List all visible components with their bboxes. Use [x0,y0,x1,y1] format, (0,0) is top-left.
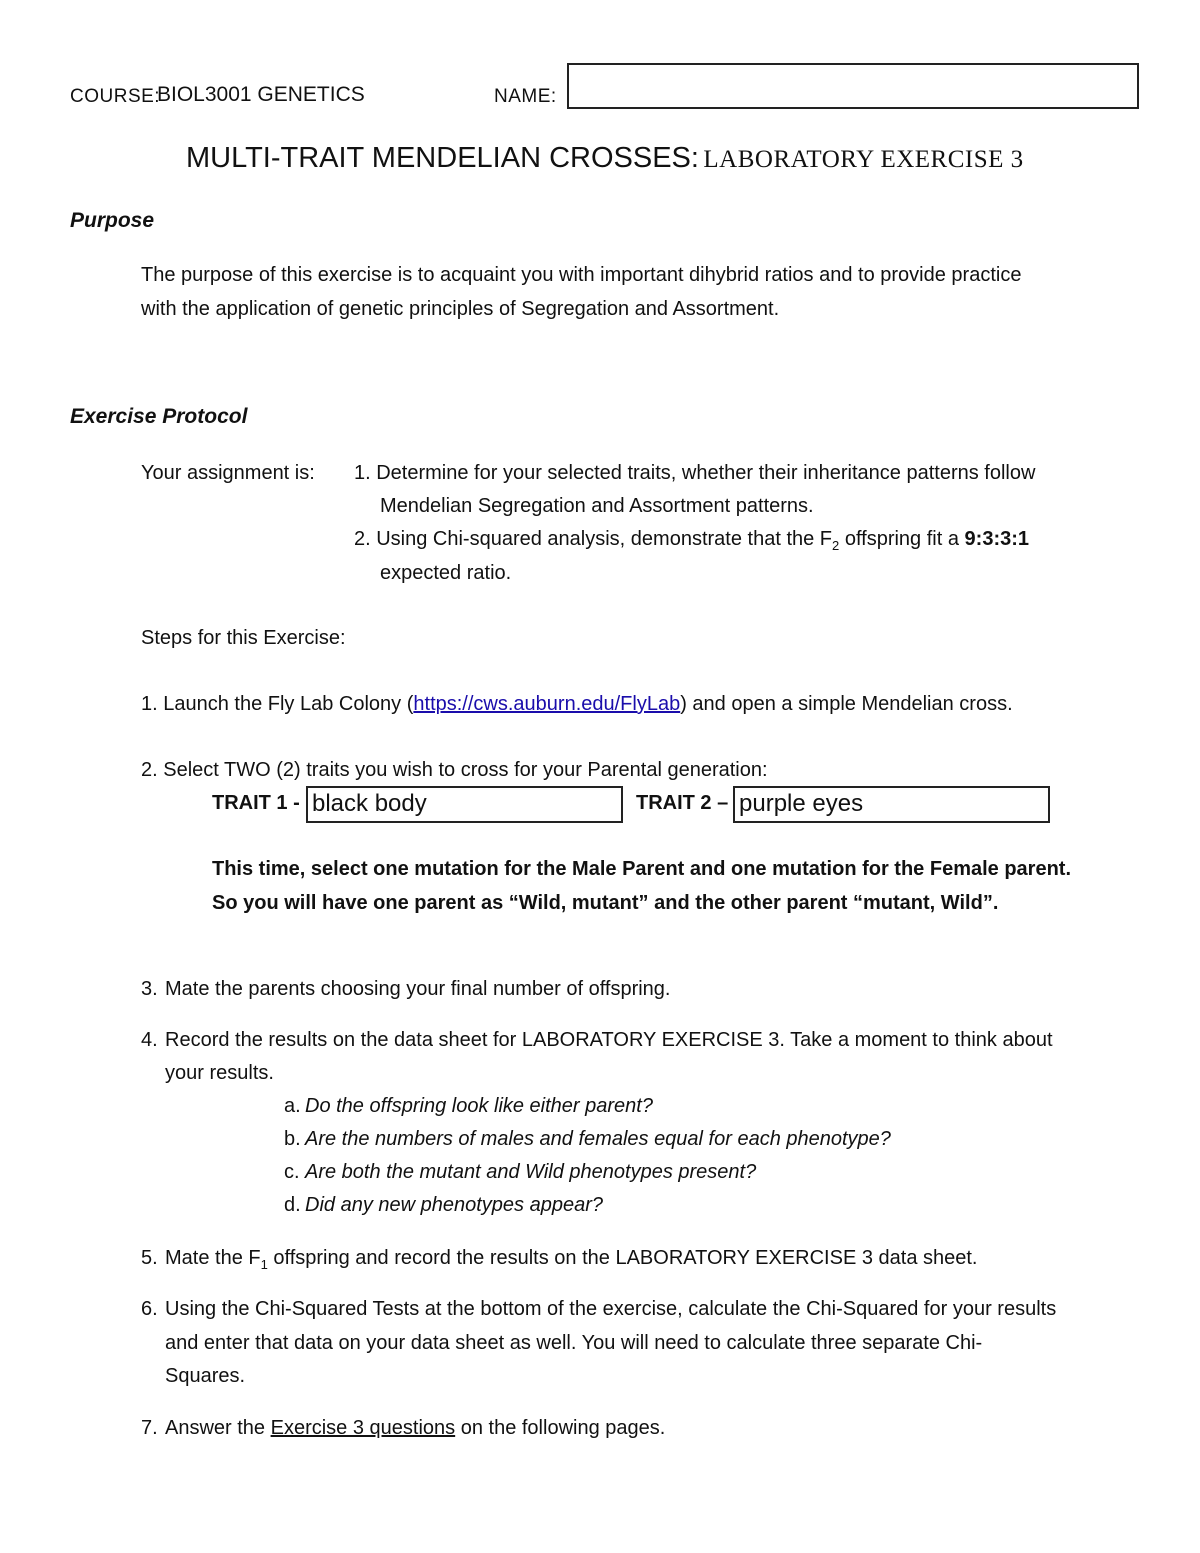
item2-ratio: 9:3:3:1 [964,528,1030,550]
step-4-number: 4. [141,1029,158,1051]
trait-2-value: purple eyes [739,790,864,817]
purpose-line-1: The purpose of this exercise is to acquaint you with important dihybrid ratios and to provide practice [141,264,1022,286]
question-b-letter: b. [284,1128,301,1150]
step-5-text: Mate the F [165,1247,261,1269]
trait-2-field[interactable] [733,786,1050,823]
step-7-text: Answer the [165,1417,271,1439]
title-main: MULTI-TRAIT MENDELIAN CROSSES [186,142,691,174]
item2-subscript: 2 [832,538,840,553]
note-line-1: This time, select one mutation for the Male Parent and one mutation for the Female parent. [212,858,1072,880]
step-1-text: 1. Launch the Fly Lab Colony ( [141,693,414,715]
question-d: Did any new phenotypes appear? [305,1194,603,1216]
step-7-text-end: on the following pages. [455,1417,666,1439]
course-label: COURSE: [70,86,161,107]
step-3-number: 3. [141,978,158,1000]
exercise-questions-link[interactable]: Exercise 3 questions [270,1417,456,1439]
assignment-label: Your assignment is: [141,462,315,484]
step-5-subscript: 1 [260,1257,268,1272]
trait-1-value: black body [312,790,427,817]
step-5 [165,1247,978,1272]
step-6-number: 6. [141,1298,158,1320]
step-2: 2. Select TWO (2) traits you wish to cross for your Parental generation: [141,759,768,781]
assignment-item-1-line-1: 1. Determine for your selected traits, whether their inheritance patterns follow [354,462,1036,484]
step-3: Mate the parents choosing your final number of offspring. [165,978,671,1000]
assignment-item-1-line-2: Mendelian Segregation and Assortment patterns. [380,495,814,517]
protocol-heading: Exercise Protocol [70,405,248,428]
assignment-item-2-line-1 [354,528,1029,553]
step-7-number: 7. [141,1417,158,1439]
item2-mid: offspring fit a [839,528,965,550]
purpose-line-2: with the application of genetic principles of Segregation and Assortment. [141,298,780,320]
step-4-line-2: your results. [165,1062,274,1084]
question-c: Are both the mutant and Wild phenotypes present? [305,1161,757,1183]
step-5-number: 5. [141,1247,158,1269]
step-6-line-2: and enter that data on your data sheet as well. You will need to calculate three separate Chi- [165,1332,983,1354]
question-c-letter: c. [284,1161,300,1183]
note-line-2: So you will have one parent as “Wild, mutant” and the other parent “mutant, Wild”. [212,892,999,914]
name-label: NAME: [494,86,557,107]
trait-2-label: TRAIT 2 – [636,792,729,814]
name-field-value [569,67,573,94]
course-value: BIOL3001 GENETICS [157,83,365,106]
purpose-heading: Purpose [70,209,155,232]
page-title [186,142,1024,175]
step-4-line-1: Record the results on the data sheet for LABORATORY EXERCISE 3. Take a moment to think about [165,1029,1053,1051]
trait-1-field[interactable] [306,786,623,823]
question-a-letter: a. [284,1095,301,1117]
step-1 [141,693,1013,716]
step-1-text-end: ) and open a simple Mendelian cross. [680,693,1013,715]
title-sub: LABORATORY EXERCISE 3 [703,146,1024,173]
step-5-text-end: offspring and record the results on the LABORATORY EXERCISE 3 data sheet. [267,1247,978,1269]
question-a: Do the offspring look like either parent? [305,1095,653,1117]
trait-1-label: TRAIT 1 - [212,792,300,814]
question-d-letter: d. [284,1194,301,1216]
assignment-item-2-line-2: expected ratio. [380,562,512,584]
step-6-line-1: Using the Chi-Squared Tests at the bottom of the exercise, calculate the Chi-Squared for your results [165,1298,1057,1320]
steps-heading: Steps for this Exercise: [141,627,346,649]
name-field[interactable] [567,63,1139,109]
step-6-line-3: Squares. [165,1365,246,1387]
item2-text: 2. Using Chi-squared analysis, demonstrate that the F [354,528,833,550]
title-colon: : [690,142,699,174]
flylab-link[interactable]: https://cws.auburn.edu/FlyLab [413,693,681,715]
question-b: Are the numbers of males and females equal for each phenotype? [305,1128,891,1150]
step-7 [165,1417,665,1440]
